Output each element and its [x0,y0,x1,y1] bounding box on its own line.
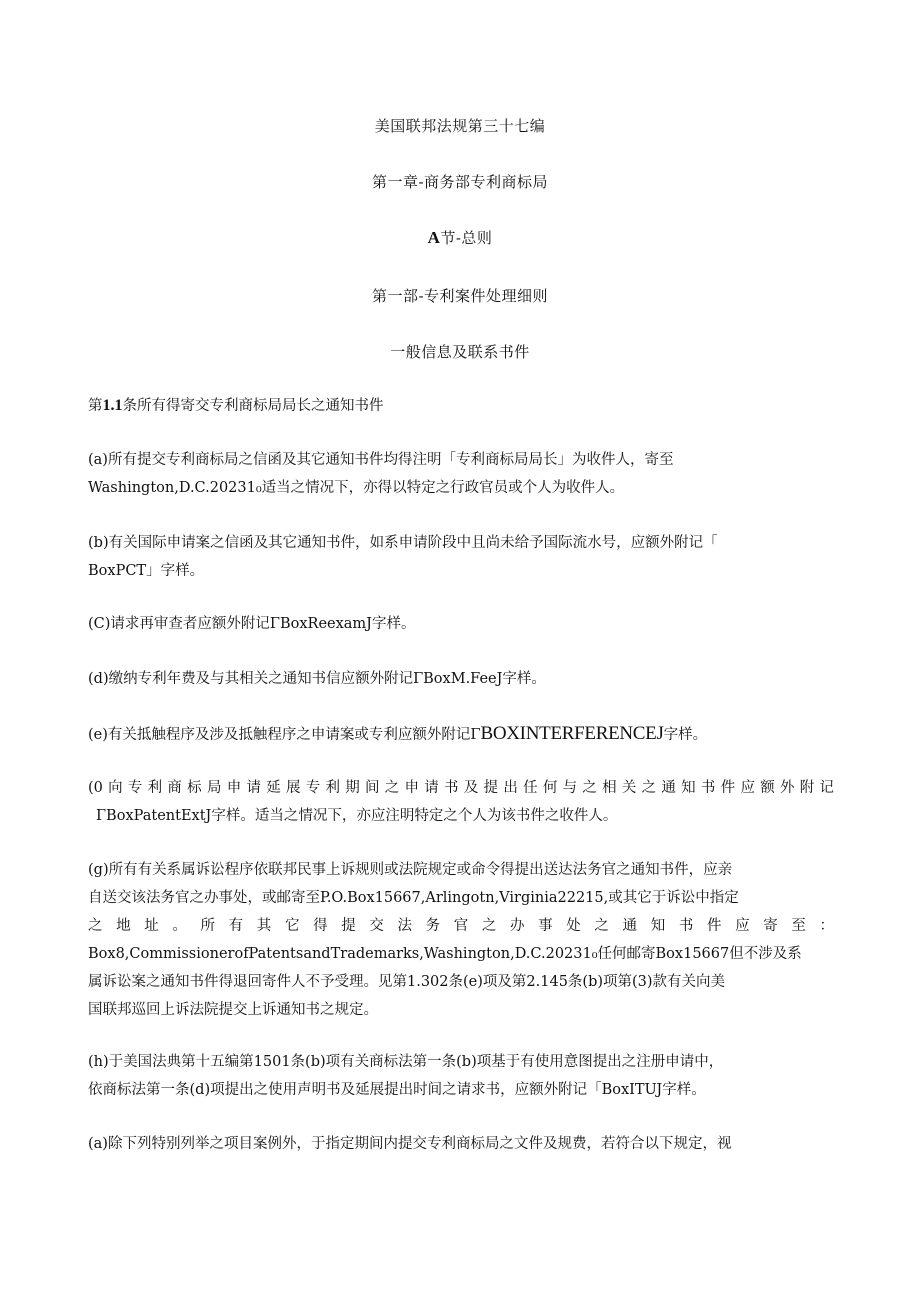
paragraph-c [88,610,834,638]
paragraph-a-second [88,1130,834,1158]
paragraph-e [88,720,834,749]
section-title: 节-总则 [440,229,493,247]
article-prefix: 第 [88,398,103,414]
section-heading [0,228,920,248]
paragraph-b-line-2: BoxPCT」字样。 [88,563,205,579]
paragraph-e-text: (e)有关抵触程序及涉及抵触程序之申请案或专利应额外附记Γ [88,727,481,743]
paragraph-g-line-3: 之地址。所有其它得提交法务官之办事处之通知书件应寄至： [88,918,834,934]
paragraph-g-line-4: Box8,CommissionerofPatentsandTrademarks,Washington,D.C.20231₀任何邮寄Box15667但不涉及系 [88,946,802,962]
subpart-heading: 一般信息及联系书件 [390,343,530,361]
paragraph-a-second-line-1: (a)除下列特别列举之项目案例外，于指定期间内提交专利商标局之文件及规费，若符合以下规定，视 [88,1136,732,1152]
article-number: 1.1 [102,397,123,414]
paragraph-a-line-2: Washington,D.C.20231₀适当之情况下，亦得以特定之行政官员或个人为收件人。 [88,480,625,496]
paragraph-f-line-2: ΓBoxPatentExtJ字样。适当之情况下，亦应注明特定之个人为该书件之收件人。 [96,808,618,824]
paragraph-a-line-1: (a)所有提交专利商标局之信函及其它通知书件均得注明「专利商标局局长」为收件人，寄至 [88,452,674,468]
paragraph-f-line-1: (0向专利商标局申请延展专利期间之申请书及提出任何与之相关之通知书件应额外附记 [88,780,834,796]
paragraph-h [88,1048,834,1104]
article-title: 条所有得寄交专利商标局局长之通知书件 [122,398,384,414]
article-heading [88,392,834,420]
paragraph-d [88,665,834,693]
chapter-heading: 第一章-商务部专利商标局 [371,173,549,191]
paragraph-d-line-1: (d)缴纳专利年费及与其相关之通知书信应额外附记ΓBoxM.FeeJ字样。 [88,671,546,687]
part-heading: 第一部-专利案件处理细则 [371,287,549,305]
paragraph-h-line-1: (h)于美国法典第十五编第1501条(b)项有关商标法第一条(b)项基于有使用意图提出之注册申请中， [88,1054,724,1070]
paragraph-f [88,774,834,830]
paragraph-g-line-1: (g)所有有关系属诉讼程序依联邦民事上诉规则或法院规定或命令得提出送达法务官之通知书件，应亲 [88,862,733,878]
paragraph-c-line-1: (C)请求再审查者应额外附记ΓBoxReexamJ字样。 [88,616,416,632]
paragraph-b [88,529,834,585]
document-title: 美国联邦法规第三十七编 [374,117,546,135]
paragraph-e-suffix: 字样。 [663,727,708,743]
paragraph-b-line-1: (b)有关国际申请案之信函及其它通知书件，如系申请阶段中且尚未给予国际流水号，应额外附记「 [88,535,718,551]
paragraph-h-line-2: 依商标法第一条(d)项提出之使用声明书及延展提出时间之请求书，应额外附记「BoxITUJ字样。 [88,1082,706,1098]
paragraph-g-line-5: 属诉讼案之通知书件得退回寄件人不予受理。见第1.302条(e)项及第2.145条(b)项第(3)款有关向美 [88,974,726,990]
section-letter: A [427,228,441,247]
paragraph-e-box-label: BOXINTERFERENCEJ [480,723,664,744]
paragraph-g [88,856,834,1024]
paragraph-a [88,446,834,502]
paragraph-g-line-6: 国联邦巡回上诉法院提交上诉通知书之规定。 [88,1002,378,1018]
paragraph-g-line-2: 自送交该法务官之办事处，或邮寄至P.O.Box15667,Arlingotn,Virginia22215,或其它于诉讼中指定 [88,890,739,906]
